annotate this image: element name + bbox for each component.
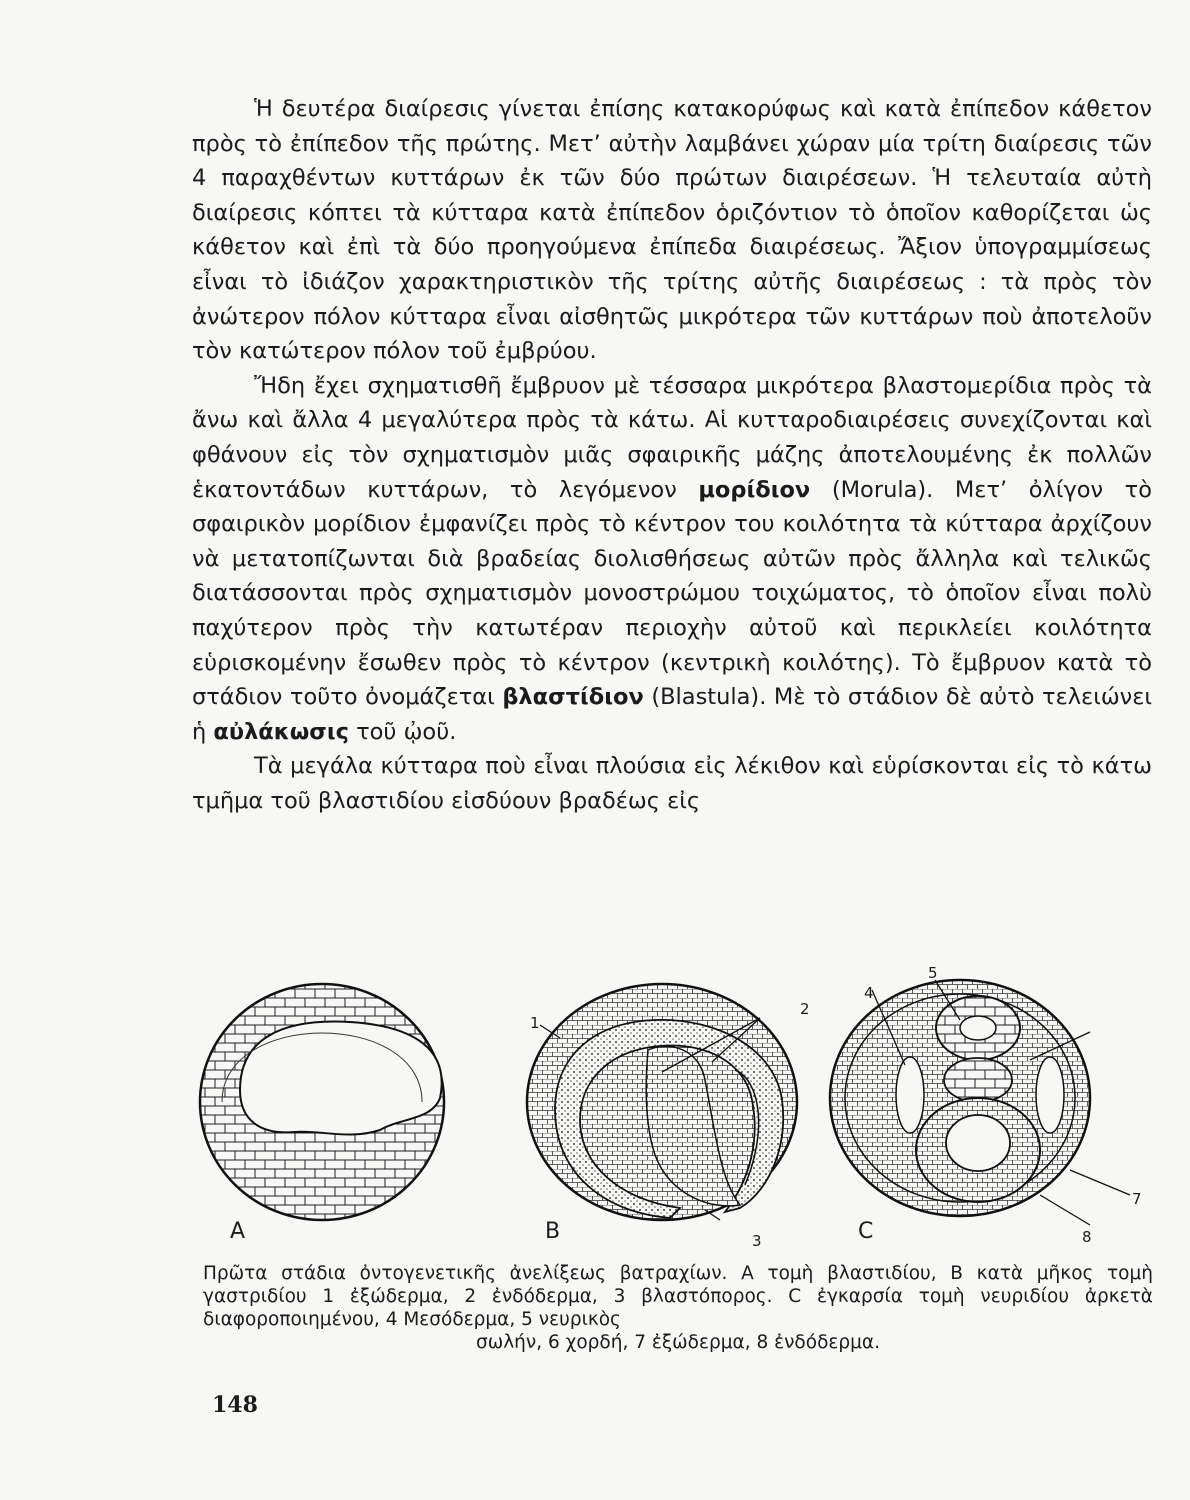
callout-1: 1 (530, 1014, 540, 1032)
paragraph-3 (192, 749, 1152, 818)
callout-7: 7 (1132, 1190, 1142, 1208)
paragraph-2-text-b: (Morula). Μετ’ ὀλίγον τὸ σφαιρικὸν μορίδιον ἐμφανίζει πρὸς τὸ κέντρον του κοιλότητα τὰ κύτταρα ἀρχίζουν νὰ μετατοπίζωνται διὰ βραδείας διολισθήσεως αὐτῶν πρὸς ἄλληλα καὶ τελικῶς διατάσσονται πρὸς σχηματισμὸν μονοστρώμου τοιχώματος, τὸ ὁποῖον εἶναι πολὺ παχύτερον πρὸς τὴν κατωτέραν περιοχὴν αὐτοῦ καὶ περικλείει κοιλότητα εὑρισκομένην ἔσωθεν πρὸς τὸ κέντρον (κεντρικὴ κοιλότης). Τὸ ἔμβρυον κατὰ τὸ στάδιον τοῦτο ὀνομάζεται (192, 476, 1152, 711)
caption-last-line: σωλήν, 6 χορδή, 7 ἐξώδερμα, 8 ἐνδόδερμα. (476, 1332, 880, 1353)
panel-c-neurula (830, 980, 1130, 1225)
callout-3: 3 (752, 1232, 762, 1250)
panel-label-b: B (545, 1219, 561, 1244)
callout-4: 4 (864, 984, 874, 1002)
paragraph-2-text-d: τοῦ ᾠοῦ. (348, 718, 457, 745)
term-segmentation: αὐλάκωσις (213, 718, 349, 745)
term-morula: μορίδιον (698, 476, 811, 503)
panel-label-a: A (230, 1219, 246, 1244)
paragraph-2-text-c: (Blastula). Μὲ τὸ στάδιον δὲ αὐτὸ τελειώνει ἡ (192, 684, 1153, 745)
callout-2: 2 (800, 1000, 810, 1018)
callout-5: 5 (928, 964, 938, 982)
paragraph-2-text-a: Ἤδη ἔχει σχηματισθῆ ἔμβρυον μὲ τέσσαρα μικρότερα βλαστομερίδια πρὸς τὰ ἄνω καὶ ἄλλα 4 μεγαλύτερα πρὸς τὰ κάτω. Αἱ κυτταροδιαιρέσεις συνεχίζονται καὶ φθάνουν εἰς τὸν σχηματισμὸν μιᾶς σφαιρικῆς μάζης ἀποτελουμένης ἐκ πολλῶν ἑκατοντάδων κυττάρων, τὸ λεγόμενον (192, 372, 1152, 503)
caption-main: Πρῶτα στάδια ὀντογενετικῆς ἀνελίξεως βατραχίων. Α τομὴ βλαστιδίου, Β κατὰ μῆκος τομὴ γαστριδίου 1 ἐξώδερμα, 2 ἐνδόδερμα, 3 βλαστόπορος. C ἐγκαρσία τομὴ νευριδίου ἀρκετὰ διαφοροποιημένου, 4 Μεσόδερμα, 5 νευρικὸς (203, 1263, 1153, 1330)
page-number: 148 (212, 1392, 258, 1418)
panel-b-gastrula (527, 984, 797, 1220)
callout-8: 8 (1082, 1228, 1092, 1246)
paragraph-1-text: Ἡ δευτέρα διαίρεσις γίνεται ἐπίσης κατακορύφως καὶ κατὰ ἐπίπεδον κάθετον πρὸς τὸ ἐπίπεδον τῆς πρώτης. Μετ’ αὐτὴν λαμβάνει χώραν μία τρίτη διαίρεσις τῶν 4 παραχθέντων κυττάρων ἐκ τῶν δύο πρώτων διαιρέσεων. Ἡ τελευταία αὐτὴ διαίρεσις κόπτει τὰ κύτταρα κατὰ ἐπίπεδον ὁριζόντιον τὸ ὁποῖον καθορίζεται ὡς κάθετον καὶ ἐπὶ τὰ δύο προηγούμενα ἐπίπεδα διαιρέσεως. Ἄξιον ὑπογραμμίσεως εἶναι τὸ ἰδιάζον χαρακτηριστικὸν τῆς τρίτης αὐτῆς διαιρέσεως : τὰ πρὸς τὸν ἀνώτερον πόλον κύτταρα εἶναι αἰσθητῶς μικρότερα τῶν κυττάρων ποὺ ἀποτελοῦν τὸν κατώτερον πόλον τοῦ ἐμβρύου. (192, 96, 1152, 365)
panel-a-blastula (200, 984, 444, 1220)
term-blastula: βλαστίδιον (502, 684, 644, 711)
embryo-figure (200, 964, 1160, 1255)
panel-label-c: C (858, 1219, 874, 1244)
body-text (192, 92, 1152, 818)
paragraph-2 (192, 369, 1152, 750)
paragraph-3-text: Τὰ μεγάλα κύτταρα ποὺ εἶναι πλούσια εἰς λέκιθον καὶ εὑρίσκονται εἰς τὸ κάτω τμῆμα τοῦ βλαστιδίου εἰσδύουν βραδέως εἰς (192, 753, 1152, 814)
paragraph-1 (192, 92, 1152, 369)
figure-caption (203, 1262, 1153, 1354)
